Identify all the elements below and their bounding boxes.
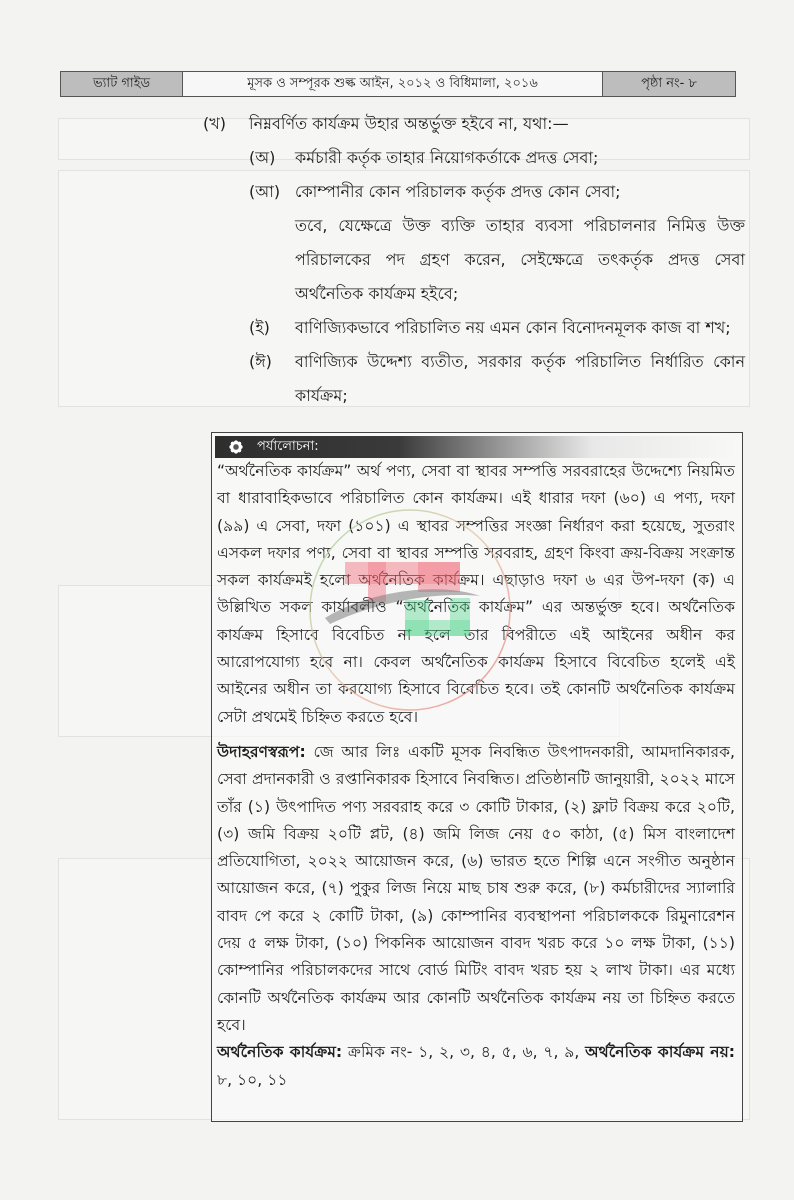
header-book-title: ভ্যাট গাইড xyxy=(61,72,183,96)
answer-label-economic: অর্থনৈতিক কার্যক্রম: xyxy=(217,1043,343,1062)
item-marker: (ই) xyxy=(249,318,270,337)
item-marker: (আ) xyxy=(249,182,281,201)
list-item xyxy=(249,311,745,345)
item-marker xyxy=(249,209,295,311)
header-law-title: মূসক ও সম্পূরক শুল্ক আইন, ২০১২ ও বিধিমালা, ২০১৬ xyxy=(183,72,603,96)
running-header xyxy=(60,71,736,97)
clause-kha xyxy=(203,107,745,141)
item-text: কর্মচারী কর্তৃক তাহার নিয়োগকর্তাকে প্রদত্ত সেবা; xyxy=(295,148,599,167)
item-text: তবে, যেক্ষেত্রে উক্ত ব্যক্তি তাহার ব্যবসা পরিচালনার নিমিত্ত উক্ত পরিচালকের পদ গ্রহণ করেন, সেইক্ষেত্রে তৎকর্তৃক প্রদত্ত সেবা অর্থনৈতিক কার্যক্রম হইবে; xyxy=(295,216,745,303)
clause-kha-items xyxy=(249,141,745,413)
review-heading xyxy=(215,436,739,458)
item-marker: (অ) xyxy=(249,148,276,167)
clause-kha-intro xyxy=(203,107,745,141)
answer-economic-list: ক্রমিক নং- ১, ২, ৩, ৪, ৫, ৬, ৭, ৯, xyxy=(342,1043,586,1062)
list-item xyxy=(249,175,745,209)
list-item-proviso xyxy=(249,209,745,311)
review-box xyxy=(211,432,743,1122)
flower-icon xyxy=(229,440,243,454)
example-text: জে আর লিঃ একটি মূসক নিবন্ধিত উৎপাদনকারী, আমদানিকারক, সেবা প্রদানকারী ও রপ্তানিকারক হিসাবে নিবন্ধিত। প্রতিষ্ঠানটি জানুয়ারী, ২০২২ মাসে তাঁর (১) উৎপাদিত পণ্য সরবরাহ করে ৩ কোটি টাকার, (২) ফ্লাট বিক্রয় করে ২০টি, (৩) জমি বিক্রয় ২০টি প্লট, (৪) জমি লিজ নেয় ৫০ কাঠা, (৫) মিস বাংলাদেশ প্রতিযোগিতা, ২০২২ আয়োজন করে, (৬) ভারত হতে শিল্পি এনে সংগীত অনুষ্ঠান আয়োজন করে, (৭) পুকুর লিজ নিয়ে মাছ চাষ শুরু করে, (৮) কর্মচারীদের স্যালারি বাবদ পে করে ২ কোটি টাকা, (৯) কোম্পানির ব্যবস্থাপনা পরিচালককে রিমুনারেশন দেয় ৫ লক্ষ টাকা, (১০) পিকনিক আয়োজন বাবদ খরচ করে ১০ লক্ষ টাকা, (১১) কোম্পানির পরিচালকদের সাথে বোর্ড মিটিং বাবদ খরচ হয় ২ লাখ টাকা। এর মধ্যে কোনটি অর্থনৈতিক কার্যক্রম আর কোনটি অর্থনৈতিক কার্যক্রম নয় তা চিহ্নিত করতে হবে। xyxy=(217,742,735,1034)
list-item xyxy=(249,141,745,175)
example-label: উদাহরণস্বরূপ: xyxy=(217,742,306,761)
item-text: কোম্পানীর কোন পরিচালক কর্তৃক প্রদত্ত কোন সেবা; xyxy=(295,182,621,201)
clause-marker: (খ) xyxy=(203,114,226,133)
answer-non-economic-list: ৮, ১০, ১১ xyxy=(217,1070,288,1089)
example-paragraph xyxy=(217,739,735,1039)
clause-text: নিম্নবর্ণিত কার্যক্রম উহার অন্তর্ভুক্ত হইবে না, যথা:— xyxy=(249,114,569,133)
review-paragraph: “অর্থনৈতিক কার্যক্রম” অর্থ পণ্য, সেবা বা স্থাবর সম্পত্তি সরবরাহের উদ্দেশ্যে নিয়মিত বা ধারাবাহিকভাবে পরিচালিত কোন কার্যক্রম। এই ধারার দফা (৬০) এ পণ্য, দফা (৯৯) এ সেবা, দফা (১০১) এ স্থাবর সম্পত্তির সংজ্ঞা নির্ধারণ করা হয়েছে, সুতরাং এসকল দফার পণ্য, সেবা বা স্থাবর সম্পত্তি সরবরাহ, গ্রহণ কিংবা ক্রয়-বিক্রয় সংক্রান্ত সকল কার্যক্রমই হলো অর্থনৈতিক কার্যক্রম। এছাড়াও দফা ৬ এর উপ-দফা (ক) এ উল্লিখিত সকল কার্যাবলীও “অর্থনৈতিক কার্যক্রম” এর অন্তর্ভুক্ত হবে। অর্থনৈতিক কার্যক্রম হিসাবে বিবেচিত না হলে তার বিপরীতে এই আইনের অধীন কর আরোপযোগ্য হবে না। কেবল অর্থনৈতিক কার্যক্রম হিসাবে বিবেচিত হলেই এই আইনের অধীন তা করযোগ্য হিসাবে বিবেচিত হবে। তই কোনটি অর্থনৈতিক কার্যক্রম সেটা প্রথমেই চিহ্নিত করতে হবে। xyxy=(217,462,735,726)
item-text: বাণিজ্যিকভাবে পরিচালিত নয় এমন কোন বিনোদনমূলক কাজ বা শখ; xyxy=(295,318,731,337)
item-text: বাণিজ্যিক উদ্দেশ্য ব্যতীত, সরকার কর্তৃক পরিচালিত নির্ধারিত কোন কার্যক্রম; xyxy=(295,352,745,405)
answer-paragraph xyxy=(217,1039,735,1094)
header-page-number: পৃষ্ঠা নং- ৮ xyxy=(603,72,735,96)
answer-label-non-economic: অর্থনৈতিক কার্যক্রম নয়: xyxy=(585,1043,736,1062)
list-item xyxy=(249,345,745,413)
review-body xyxy=(217,458,735,1094)
item-marker: (ঈ) xyxy=(249,352,272,371)
review-title: পর্যালোচনা: xyxy=(257,438,319,454)
